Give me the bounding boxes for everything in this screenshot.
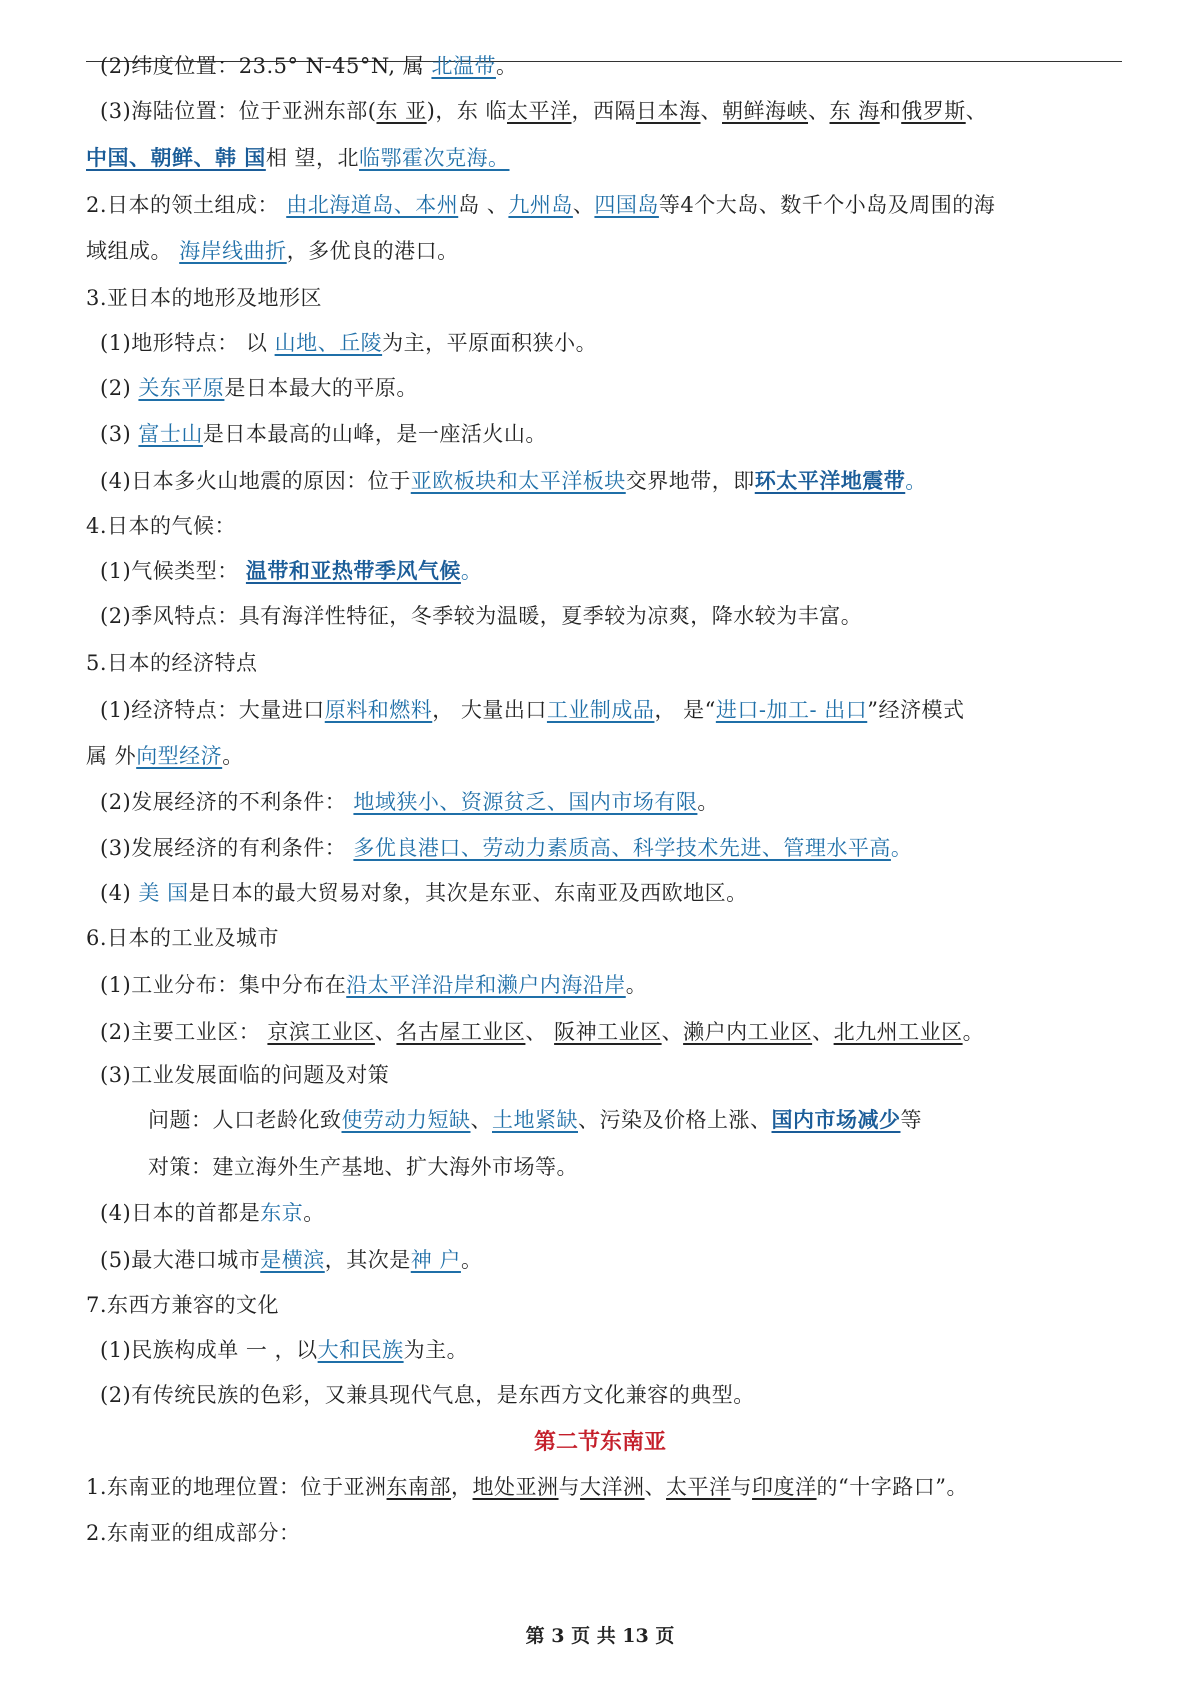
text-segment: 、 bbox=[525, 1020, 555, 1044]
answer-text: 俄罗斯 bbox=[901, 99, 966, 123]
text-line bbox=[100, 1380, 1130, 1410]
text-segment: 。 bbox=[303, 1201, 325, 1225]
text-segment: 、 bbox=[644, 1475, 667, 1499]
text-segment: 。 bbox=[460, 1248, 483, 1272]
text-line bbox=[148, 1105, 1130, 1135]
text-segment: (2)季风特点：具有海洋性特征，冬季较为温暖，夏季较为凉爽，降水较为丰富。 bbox=[100, 604, 863, 628]
text-line bbox=[100, 96, 1130, 126]
text-line bbox=[100, 878, 1130, 908]
answer-text: 。 bbox=[460, 559, 483, 583]
text-line bbox=[86, 511, 1130, 541]
text-line bbox=[100, 1017, 1130, 1047]
answer-text: 向型经济 bbox=[136, 744, 223, 768]
answer-text: 美 国 bbox=[138, 881, 189, 905]
text-line bbox=[100, 1198, 1130, 1228]
answer-text: 是横滨 bbox=[260, 1248, 325, 1272]
text-segment: 为主。 bbox=[403, 1338, 469, 1362]
text-segment: 为主，平原面积狭小。 bbox=[382, 331, 598, 355]
text-line bbox=[100, 1335, 1130, 1365]
text-line bbox=[86, 741, 1130, 771]
text-segment: (2)发展经济的不利条件： bbox=[100, 790, 354, 814]
text-segment: )，东 临 bbox=[426, 99, 508, 123]
answer-text: 富士山 bbox=[138, 422, 203, 446]
text-line bbox=[86, 648, 1130, 678]
text-segment: 、 bbox=[661, 1020, 684, 1044]
answer-text: 亚欧板块和太平洋板块 bbox=[410, 469, 626, 493]
answer-text: 使劳动力短缺 bbox=[341, 1108, 471, 1132]
text-segment: (2)主要工业区： bbox=[100, 1020, 268, 1044]
answer-text: 神 户 bbox=[410, 1248, 461, 1272]
answer-text: 印度洋 bbox=[752, 1475, 817, 1499]
answer-text: 太平洋 bbox=[507, 99, 572, 123]
text-segment: (1)民族构成单 一 ，以 bbox=[100, 1338, 318, 1362]
answer-text: 日本海 bbox=[636, 99, 701, 123]
text-segment: (4) bbox=[100, 881, 139, 905]
answer-text: 北温带 bbox=[431, 54, 496, 78]
text-segment: 是日本最大的平原。 bbox=[224, 376, 418, 400]
text-segment: 。 bbox=[495, 54, 518, 78]
text-segment: (2) bbox=[100, 376, 139, 400]
text-segment: 是日本最高的山峰，是一座活火山。 bbox=[202, 422, 547, 446]
text-segment: ， bbox=[451, 1475, 473, 1499]
text-line bbox=[100, 373, 1130, 403]
answer-text: 地域狭小、资源贫乏、国内市场有限 bbox=[353, 790, 698, 814]
text-segment: ”经济模式 bbox=[867, 698, 965, 722]
answer-text: 北九州工业区 bbox=[833, 1020, 963, 1044]
answer-text: 东南部 bbox=[386, 1475, 452, 1499]
text-segment: 3.亚日本的地形及地形区 bbox=[86, 286, 323, 310]
answer-text: 阪神工业区 bbox=[554, 1020, 662, 1044]
text-segment: (1)经济特点：大量进口 bbox=[100, 698, 325, 722]
text-segment: 属 外 bbox=[86, 744, 137, 768]
text-segment: (4)日本多火山地震的原因：位于 bbox=[100, 469, 411, 493]
text-segment: 岛 、 bbox=[458, 193, 509, 217]
text-segment: 6.日本的工业及城市 bbox=[86, 926, 280, 950]
text-line bbox=[100, 787, 1130, 817]
text-line bbox=[100, 51, 1130, 81]
answer-text: 东京 bbox=[260, 1201, 304, 1225]
answer-text: 四国岛 bbox=[594, 193, 659, 217]
text-segment: 等4个大岛、数千个小岛及周围的海 bbox=[658, 193, 996, 217]
answer-text: 沿太平洋沿岸和濑户内海沿岸 bbox=[346, 973, 626, 997]
text-segment: 2.东南亚的组成部分： bbox=[86, 1521, 301, 1545]
text-segment: 4.日本的气候： bbox=[86, 514, 237, 538]
text-line bbox=[86, 283, 1130, 313]
text-segment: 。 bbox=[222, 744, 244, 768]
answer-text: 朝鲜海峡 bbox=[722, 99, 809, 123]
answer-text: 京滨工业区 bbox=[267, 1020, 375, 1044]
text-segment: ，其次是 bbox=[324, 1248, 411, 1272]
text-line bbox=[86, 236, 1130, 266]
answer-text: 原料和燃料 bbox=[324, 698, 433, 722]
text-segment: 、 bbox=[965, 99, 988, 123]
text-line bbox=[86, 143, 1130, 173]
text-line bbox=[100, 601, 1130, 631]
answer-text: 山地、丘陵 bbox=[274, 331, 383, 355]
text-line bbox=[100, 833, 1130, 863]
text-segment: 、 bbox=[700, 99, 723, 123]
answer-text: 。 bbox=[890, 836, 913, 860]
text-line bbox=[100, 328, 1130, 358]
text-segment: (1)气候类型： bbox=[100, 559, 246, 583]
text-line bbox=[100, 556, 1130, 586]
text-segment: 、 bbox=[808, 99, 830, 123]
answer-text: 东 亚 bbox=[376, 99, 427, 123]
text-segment: 7.东西方兼容的文化 bbox=[86, 1293, 280, 1317]
text-segment: 问题：人口老龄化致 bbox=[148, 1108, 342, 1132]
text-segment: 相 望，北 bbox=[265, 146, 359, 170]
text-segment: (1)地形特点： 以 bbox=[100, 331, 275, 355]
answer-text: 濑户内工业区 bbox=[683, 1020, 813, 1044]
answer-text: 大和民族 bbox=[317, 1338, 404, 1362]
text-segment: 1.东南亚的地理位置：位于亚洲 bbox=[86, 1475, 387, 1499]
text-segment: 、污染及价格上涨、 bbox=[578, 1108, 772, 1132]
text-line bbox=[86, 190, 1130, 220]
text-segment: 的“十字路口”。 bbox=[816, 1475, 969, 1499]
text-segment: 与 bbox=[730, 1475, 753, 1499]
text-line bbox=[100, 1245, 1130, 1275]
text-segment: (5)最大港口城市 bbox=[100, 1248, 261, 1272]
page-footer: 第 3 页 共 13 页 bbox=[525, 1625, 675, 1647]
text-line bbox=[100, 970, 1130, 1000]
text-segment: 对策：建立海外生产基地、扩大海外市场等。 bbox=[148, 1155, 578, 1179]
answer-text: 临鄂霍次克海。 bbox=[359, 146, 510, 170]
text-segment: ，多优良的港口。 bbox=[286, 239, 459, 263]
text-segment: 和 bbox=[879, 99, 902, 123]
text-segment: 、 bbox=[812, 1020, 834, 1044]
answer-text: 太平洋 bbox=[666, 1475, 731, 1499]
text-segment: 。 bbox=[962, 1020, 985, 1044]
text-line bbox=[100, 695, 1130, 725]
text-segment: 域组成。 bbox=[86, 239, 180, 263]
text-segment: ， 是“ bbox=[654, 698, 716, 722]
text-segment: 。 bbox=[697, 790, 719, 814]
answer-text: 关东平原 bbox=[138, 376, 225, 400]
answer-text: 大洋洲 bbox=[580, 1475, 645, 1499]
answer-text: 多优良港口、劳动力素质高、科学技术先进、管理水平高 bbox=[353, 836, 891, 860]
text-line bbox=[100, 466, 1130, 496]
answer-text: 东 海 bbox=[829, 99, 880, 123]
text-segment: 、 bbox=[374, 1020, 397, 1044]
answer-text: 土地紧缺 bbox=[492, 1108, 578, 1132]
answer-text: 九州岛 bbox=[508, 193, 573, 217]
answer-text: 工业制成品 bbox=[546, 698, 655, 722]
answer-text: 名古屋工业区 bbox=[396, 1020, 526, 1044]
answer-text: 地处亚洲 bbox=[472, 1475, 559, 1499]
answer-text: 温带和亚热带季风气候 bbox=[245, 558, 461, 583]
answer-text: 中国、朝鲜、韩 国 bbox=[86, 145, 266, 170]
text-segment: 交界地带，即 bbox=[625, 469, 755, 493]
answer-text: 环太平洋地震带 bbox=[754, 468, 906, 493]
text-line bbox=[100, 1060, 1130, 1090]
text-line bbox=[86, 1290, 1130, 1320]
text-segment: (3)工业发展面临的问题及对策 bbox=[100, 1063, 390, 1087]
text-segment: ，西隔 bbox=[571, 99, 637, 123]
text-line bbox=[86, 1472, 1130, 1502]
text-line bbox=[86, 923, 1130, 953]
text-segment: ， 大量出口 bbox=[432, 698, 547, 722]
answer-text: 。 bbox=[905, 469, 927, 493]
text-segment: 。 bbox=[625, 973, 648, 997]
text-segment: (1)工业分布：集中分布在 bbox=[100, 973, 347, 997]
text-line bbox=[100, 419, 1130, 449]
text-line bbox=[148, 1152, 1130, 1182]
text-segment: 等 bbox=[900, 1108, 922, 1132]
text-segment: 5.日本的经济特点 bbox=[86, 651, 258, 675]
text-segment: (3) bbox=[100, 422, 139, 446]
text-segment: 、 bbox=[470, 1108, 492, 1132]
answer-text: 海岸线曲折 bbox=[179, 239, 287, 263]
text-segment: 、 bbox=[572, 193, 595, 217]
text-segment: 2.日本的领土组成： bbox=[86, 193, 287, 217]
text-segment: 与 bbox=[558, 1475, 581, 1499]
text-segment: 是日本的最大贸易对象，其次是东亚、东南亚及西欧地区。 bbox=[188, 881, 748, 905]
answer-text: 国内市场减少 bbox=[771, 1107, 901, 1132]
text-segment: (2)纬度位置：23.5° N-45°N, 属 bbox=[100, 54, 432, 78]
answer-text: 由北海道岛、本州 bbox=[286, 193, 459, 217]
text-segment: (3)发展经济的有利条件： bbox=[100, 836, 354, 860]
text-segment: (3)海陆位置：位于亚洲东部( bbox=[100, 99, 377, 123]
text-line bbox=[86, 1518, 1130, 1548]
section-heading: 第二节东南亚 bbox=[533, 1429, 666, 1455]
text-segment: (4)日本的首都是 bbox=[100, 1201, 261, 1225]
answer-text: 进口-加工- 出口 bbox=[715, 698, 868, 722]
text-segment: (2)有传统民族的色彩，又兼具现代气息，是东西方文化兼容的典型。 bbox=[100, 1383, 755, 1407]
